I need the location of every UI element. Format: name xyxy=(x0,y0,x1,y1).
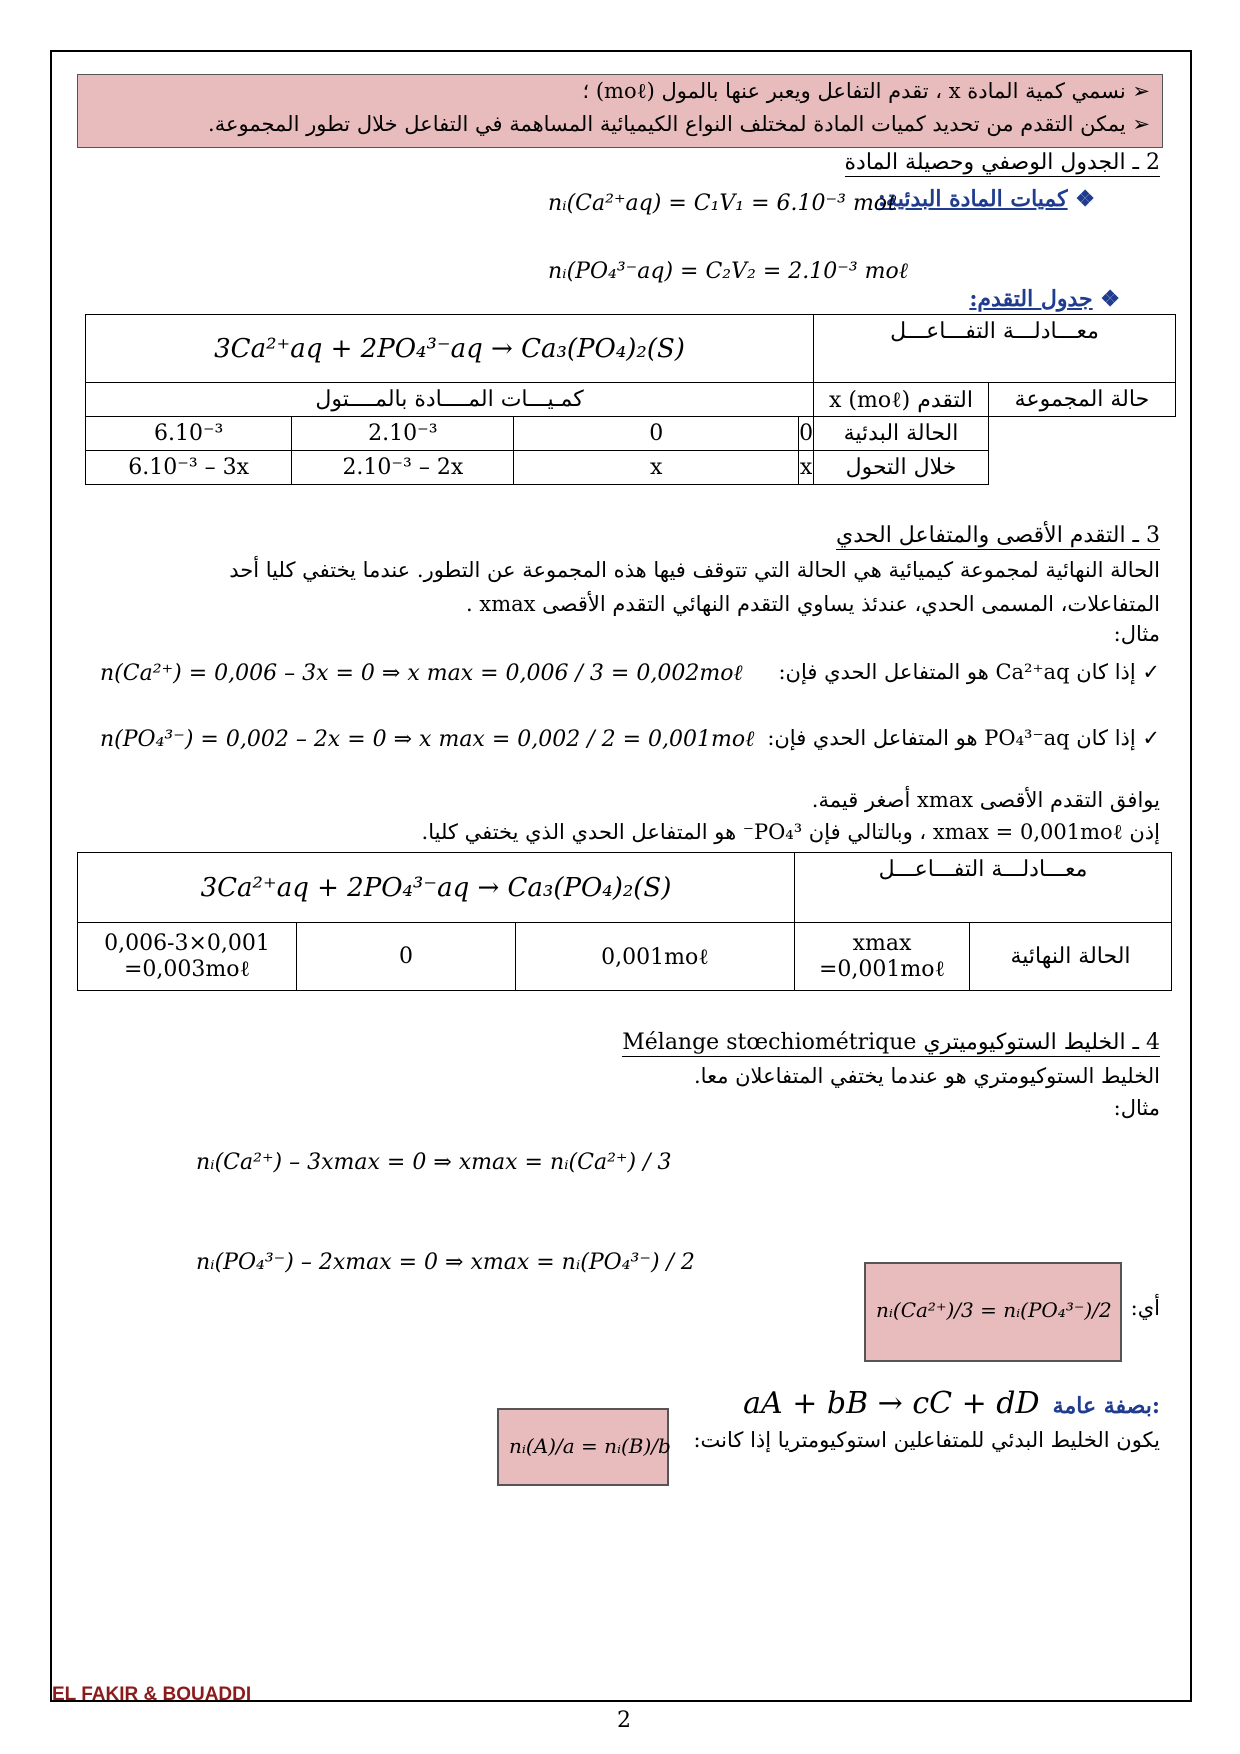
cell-product: 0,001moℓ xyxy=(516,923,795,991)
table-row xyxy=(78,923,1172,991)
case2-formula: n(PO₄³⁻) = 0,002 – 2x = 0 ⇒ x max = 0,002 / 2 = 0,001moℓ xyxy=(100,727,755,752)
section3-paragraph-4: إذن xmax = 0,001moℓ ، وبالتالي فإن PO₄³⁻ هو المتفاعل الحدي الذي يختفي كليا. xyxy=(421,820,1160,844)
advance-table xyxy=(85,314,1176,485)
advance-label: التقدم x (moℓ) xyxy=(814,383,989,417)
cell-po4: 2.10⁻³ xyxy=(292,417,514,451)
reaction-equation: 3Ca²⁺aq + 2PO₄³⁻aq → Ca₃(PO₄)₂(S) xyxy=(78,853,795,923)
stoich-formula-ca: nᵢ(Ca²⁺) – 3xmax = 0 ⇒ xmax = nᵢ(Ca²⁺) / 3 xyxy=(196,1150,672,1175)
table-row xyxy=(86,417,1176,451)
cell-product: 0 xyxy=(514,417,799,451)
stoich-formula-po4: nᵢ(PO₄³⁻) – 2xmax = 0 ⇒ xmax = nᵢ(PO₄³⁻) / 2 xyxy=(196,1250,695,1275)
cell-state: الحالة البدئية xyxy=(814,417,989,451)
cell-advance: 0 xyxy=(799,417,814,451)
cell-ca: 6.10⁻³ xyxy=(86,417,292,451)
initial-formula-ca: nᵢ(Ca²⁺aq) = C₁V₁ = 6.10⁻³ moℓ xyxy=(548,191,897,216)
equation-label: معـــادلـــة التفـــاعـــل xyxy=(795,853,1172,923)
note-line-2: ➢ يمكن التقدم من تحديد كميات المادة لمختلف النواع الكيميائية المساهمة في التفاعل خلال تطور المجموعة. xyxy=(208,112,1150,136)
cell-product: x xyxy=(514,451,799,485)
section4-example-label: مثال: xyxy=(1113,1096,1160,1120)
section4-heading: 4 ـ الخليط الستوكيوميتري Mélange stœchiométrique xyxy=(622,1030,1160,1055)
example-label: مثال: xyxy=(1113,622,1160,646)
i-e-label: أي: xyxy=(1130,1296,1160,1320)
cell-po4: 2.10⁻³ – 2x xyxy=(292,451,514,485)
final-state-table xyxy=(77,852,1172,991)
case2-text: ✓ إذا كان PO₄³⁻aq هو المتفاعل الحدي فإن: xyxy=(767,726,1160,750)
diamond-bullet-icon: ❖ xyxy=(1092,286,1120,312)
cell-ca: 0,006-3×0,001 =0,003moℓ xyxy=(78,923,297,991)
general-line: aA + bB → cC + dD بصفة عامة: xyxy=(743,1386,1160,1421)
cell-advance: xmax =0,001moℓ xyxy=(795,923,970,991)
section3-paragraph-2: المتفاعلات، المسمى الحدي، عندئذ يساوي التقدم النهائي التقدم الأقصى xmax . xyxy=(466,592,1160,616)
cell-state: خلال التحول xyxy=(814,451,989,485)
section3-paragraph-3: يوافق التقدم الأقصى xmax أصغر قيمة. xyxy=(811,788,1160,812)
reaction-equation: 3Ca²⁺aq + 2PO₄³⁻aq → Ca₃(PO₄)₂(S) xyxy=(86,315,814,383)
note-line-1: ➢ نسمي كمية المادة x ، تقدم التفاعل ويعبر عنها بالمول (moℓ) ؛ xyxy=(582,79,1150,103)
section4-paragraph-1: الخليط الستوكيومتري هو عندما يختفي المتفاعلان معا. xyxy=(694,1064,1160,1088)
diamond-bullet-icon: ❖ xyxy=(1067,186,1095,212)
section2-heading: 2 ـ الجدول الوصفي وحصيلة المادة xyxy=(844,150,1160,175)
state-label: حالة المجموعة xyxy=(988,383,1175,417)
notes-box xyxy=(77,74,1163,148)
footer-authors: EL FAKIR & BOUADDI xyxy=(52,1684,252,1705)
general-condition-box: nᵢ(A)/a = nᵢ(B)/b xyxy=(497,1408,669,1486)
section3-paragraph-1: الحالة النهائية لمجموعة كيميائية هي الحالة التي تتوقف فيها هذه المجموعة عن التطور. عندما يختفي كليا أحد xyxy=(229,558,1160,582)
quantities-label: كمـيـــات المــــادة بالمــــتول xyxy=(86,383,814,417)
cell-ca: 6.10⁻³ – 3x xyxy=(86,451,292,485)
initial-formula-po4: nᵢ(PO₄³⁻aq) = C₂V₂ = 2.10⁻³ moℓ xyxy=(548,259,908,284)
table-row xyxy=(86,451,1176,485)
case1-formula: n(Ca²⁺) = 0,006 – 3x = 0 ⇒ x max = 0,006 / 3 = 0,002moℓ xyxy=(100,661,743,686)
section3-heading: 3 ـ التقدم الأقصى والمتفاعل الحدي xyxy=(836,523,1160,548)
cell-advance: x xyxy=(799,451,814,485)
cell-state: الحالة النهائية xyxy=(970,923,1172,991)
case1-text: ✓ إذا كان Ca²⁺aq هو المتفاعل الحدي فإن: xyxy=(778,660,1160,684)
general-text: يكون الخليط البدئي للمتفاعلين استوكيومتريا إذا كانت: xyxy=(693,1428,1160,1452)
advance-table-heading: ❖ جدول التقدم: xyxy=(969,286,1120,312)
page-number: 2 xyxy=(617,1708,631,1733)
cell-po4: 0 xyxy=(297,923,516,991)
equation-label: معـــادلـــة التفـــاعـــل xyxy=(814,315,1176,383)
stoich-result-box: nᵢ(Ca²⁺)/3 = nᵢ(PO₄³⁻)/2 xyxy=(864,1262,1122,1362)
initial-quantities-heading: ❖ كميات المادة البدئية: xyxy=(877,186,1095,212)
